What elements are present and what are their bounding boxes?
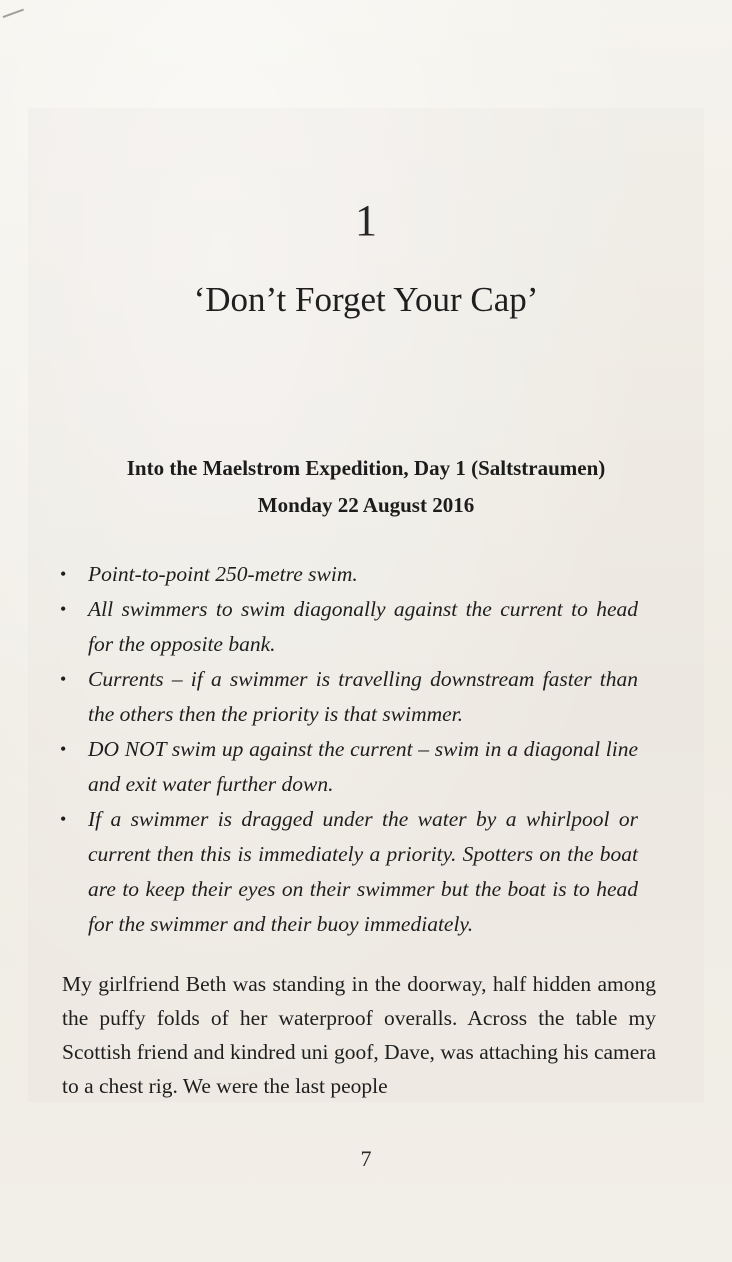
chapter-title: ‘Don’t Forget Your Cap’ — [193, 280, 539, 319]
list-item — [60, 662, 638, 732]
bullet-icon: • — [60, 809, 67, 829]
list-item-text: Currents – if a swimmer is travelling downstream faster than the others then the priority is that swimmer. — [88, 667, 638, 726]
list-item-text: Point-to-point 250-metre swim. — [88, 562, 358, 586]
bullet-icon: • — [60, 739, 67, 759]
chapter-number: 1 — [355, 196, 377, 245]
entry-header — [40, 450, 692, 524]
list-item — [60, 592, 638, 662]
entry-header-expedition: Into the Maelstrom Expedition, Day 1 (Saltstraumen) — [126, 456, 606, 480]
bullet-icon: • — [60, 564, 67, 584]
corner-mark — [3, 9, 28, 28]
page-number: 7 — [360, 1146, 372, 1171]
list-item — [60, 802, 638, 942]
bullet-icon: • — [60, 669, 67, 689]
list-item-text: If a swimmer is dragged under the water by a whirlpool or current then this is immediately a priority. Spotters on the boat are to keep their eyes on their swimmer but the boat is to head for the swimmer and their buoy immediately. — [88, 807, 638, 936]
body-paragraph: My girlfriend Beth was standing in the doorway, half hidden among the puffy folds of her waterproof overalls. Across the table my Scottish friend and kindred uni goof, Dave, was attaching his camera to a chest rig. We were the last people — [62, 972, 656, 1098]
list-item-text: All swimmers to swim diagonally against the current to head for the opposite bank. — [88, 597, 638, 656]
briefing-list — [60, 557, 638, 942]
list-item — [60, 557, 638, 592]
list-item — [60, 732, 638, 802]
bullet-icon: • — [60, 599, 67, 619]
list-item-text: DO NOT swim up against the current – swim in a diagonal line and exit water further down. — [88, 737, 638, 796]
entry-header-date: Monday 22 August 2016 — [257, 493, 475, 517]
